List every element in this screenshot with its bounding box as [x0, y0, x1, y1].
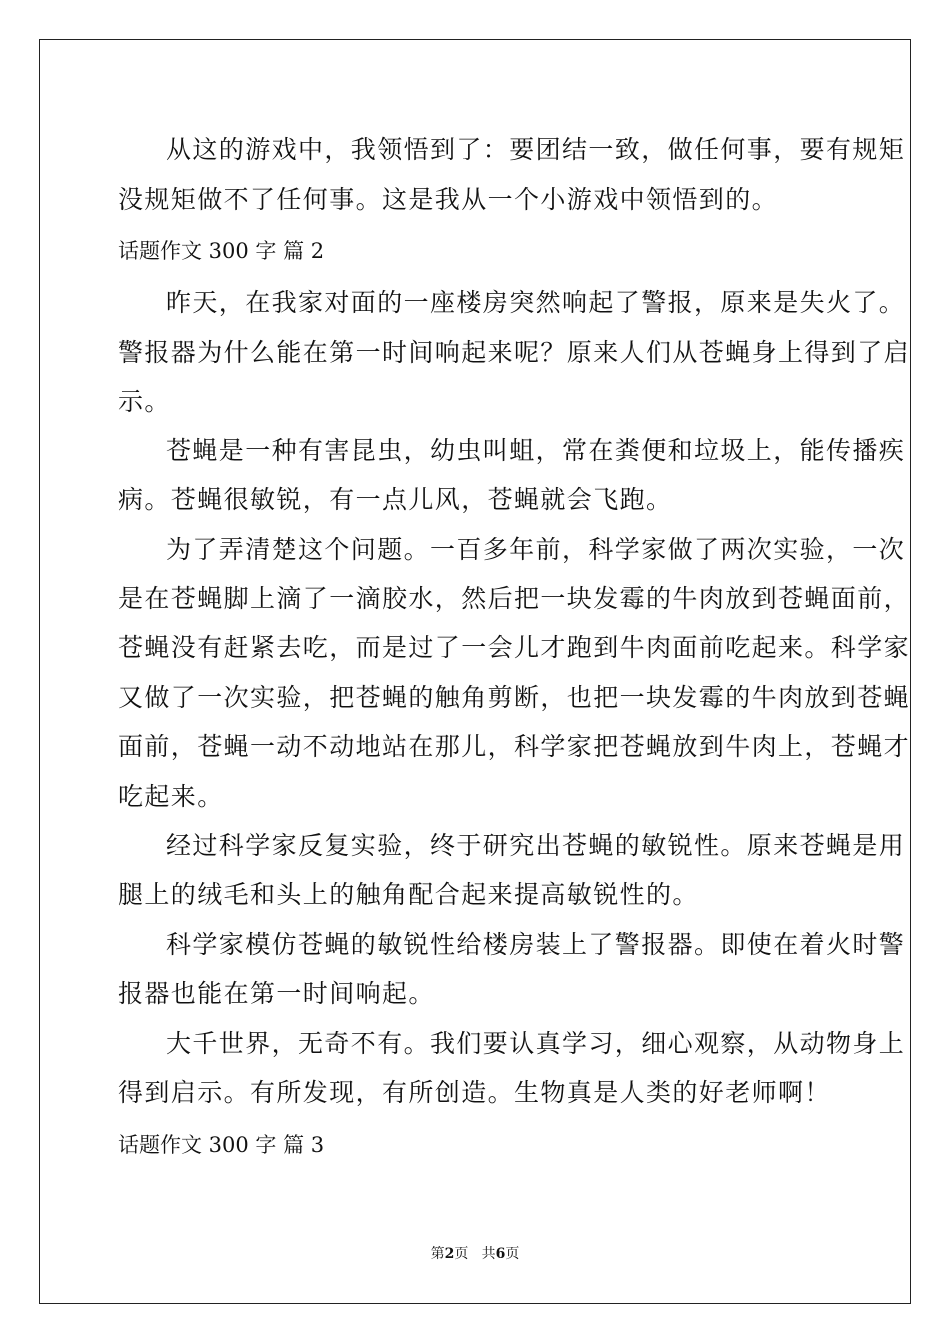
footer-page-prefix: 第 [430, 1246, 445, 1262]
paragraph-line: 得到启示。有所发现，有所创造。生物真是人类的好老师啊！ [118, 1078, 831, 1107]
paragraph-line: 腿上的绒毛和头上的触角配合起来提高敏锐性的。 [118, 880, 699, 909]
footer-page-suffix: 页 [454, 1246, 469, 1262]
paragraph-line: 是在苍蝇脚上滴了一滴胶水，然后把一块发霉的牛肉放到苍蝇面前， [118, 584, 911, 613]
footer-page-number: 2 [444, 1246, 455, 1262]
paragraph-line: 病。苍蝇很敏锐，有一点儿风，苍蝇就会飞跑。 [118, 485, 673, 514]
paragraph-line: 昨天，在我家对面的一座楼房突然响起了警报，原来是失火了。 [166, 288, 906, 317]
paragraph-line: 又做了一次实验，把苍蝇的触角剪断，也把一块发霉的牛肉放到苍蝇 [118, 683, 911, 712]
footer-total-number: 6 [495, 1246, 506, 1262]
paragraph-line: 示。 [118, 387, 171, 416]
paragraph-line: 苍蝇是一种有害昆虫，幼虫叫蛆，常在粪便和垃圾上，能传播疾 [166, 436, 906, 465]
paragraph-line: 面前，苍蝇一动不动地站在那儿，科学家把苍蝇放到牛肉上，苍蝇才 [118, 732, 911, 761]
paragraph-line: 从这的游戏中，我领悟到了：要团结一致，做任何事，要有规矩 [166, 135, 906, 164]
paragraph-line: 科学家模仿苍蝇的敏锐性给楼房装上了警报器。即使在着火时警 [166, 930, 906, 959]
page-border [39, 39, 911, 1304]
paragraph-line: 警报器为什么能在第一时间响起来呢？原来人们从苍蝇身上得到了启 [118, 338, 911, 367]
footer-total-suffix: 页 [505, 1246, 520, 1262]
section-heading: 话题作文 300 字 篇 3 [118, 1133, 325, 1157]
section-heading: 话题作文 300 字 篇 2 [118, 239, 325, 263]
paragraph-line: 吃起来。 [118, 782, 224, 811]
paragraph-line: 报器也能在第一时间响起。 [118, 979, 435, 1008]
paragraph-line: 为了弄清楚这个问题。一百多年前，科学家做了两次实验，一次 [166, 535, 906, 564]
footer-total-prefix: 共 [481, 1246, 496, 1262]
paragraph-line: 苍蝇没有赶紧去吃，而是过了一会儿才跑到牛肉面前吃起来。科学家 [118, 633, 911, 662]
paragraph-line: 没规矩做不了任何事。这是我从一个小游戏中领悟到的。 [118, 185, 779, 214]
paragraph-line: 大千世界，无奇不有。我们要认真学习，细心观察，从动物身上 [166, 1029, 906, 1058]
paragraph-line: 经过科学家反复实验，终于研究出苍蝇的敏锐性。原来苍蝇是用 [166, 831, 906, 860]
page-footer [0, 1243, 950, 1263]
